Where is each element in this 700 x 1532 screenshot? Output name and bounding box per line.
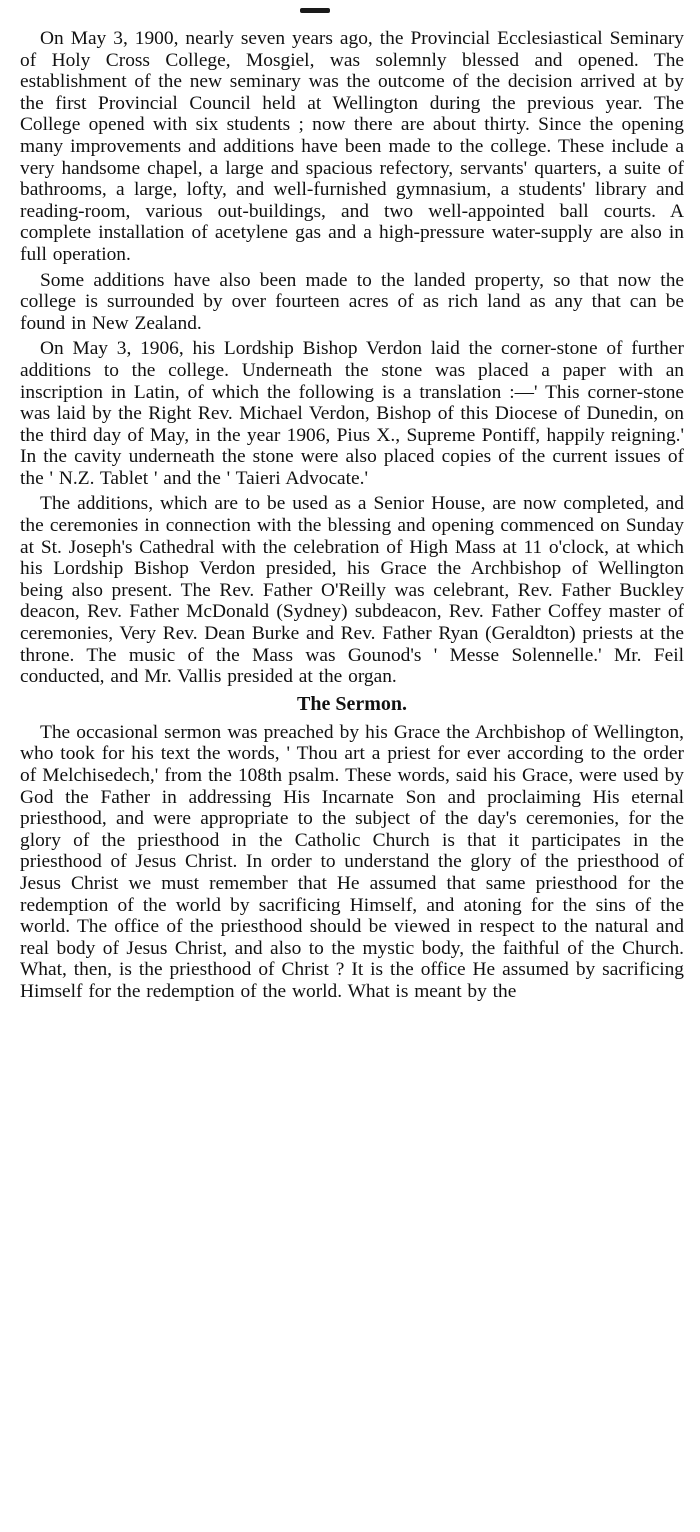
article-paragraph-3: On May 3, 1906, his Lordship Bishop Verdon laid the corner-stone of further additions to the college. Underneath the stone was placed a paper with an inscription in Latin, of which the following is a translation :—' This corner-stone was laid by the Right Rev. Michael Verdon, Bishop of this Diocese of Dunedin, on the third day of May, in the year 1906, Pius X., Supreme Pontiff, happily reigning.' In the cavity underneath the stone were also placed copies of the current issues of the ' N.Z. Tablet ' and the ' Taieri Advocate.'	[20, 338, 684, 489]
article-paragraph-1: On May 3, 1900, nearly seven years ago, the Provincial Ecclesiastical Seminary of Holy Cross College, Mosgiel, was solemnly blessed and opened. The establishment of the new seminary was the outcome of the decision arrived at by the first Provincial Council held at Wellington during the previous year. The College opened with six students ; now there are about thirty. Since the opening many improvements and additions have been made to the college. These include a very handsome chapel, a large and spacious refectory, servants' quarters, a suite of bathrooms, a large, lofty, and well-furnished gymnasium, a students' library and reading-room, various out-buildings, and two well-appointed ball courts. A complete installation of acetylene gas and a high-pressure water-supply are also in full operation.	[20, 28, 684, 265]
article-paragraph-4: The additions, which are to be used as a Senior House, are now completed, and the ceremonies in connection with the blessing and opening commenced on Sunday at St. Joseph's Cathedral with the celebration of High Mass at 11 o'clock, at which his Lordship Bishop Verdon presided, his Grace the Archbishop of Wellington being also present. The Rev. Father O'Reilly was celebrant, Rev. Father Buckley deacon, Rev. Father McDonald (Sydney) subdeacon, Rev. Father Coffey master of ceremonies, Very Rev. Dean Burke and Rev. Father Ryan (Geraldton) priests at the throne. The music of the Mass was Gounod's ' Messe Solennelle.' Mr. Feil conducted, and Mr. Vallis presided at the organ.	[20, 493, 684, 688]
column-top-rule	[300, 8, 330, 13]
article-paragraph-2: Some additions have also been made to the landed property, so that now the college is surrounded by over fourteen acres of as rich land as any that can be found in New Zealand.	[20, 269, 684, 334]
sermon-paragraph: The occasional sermon was preached by his Grace the Archbishop of Wellington, who took for his text the words, ' Thou art a priest for ever according to the order of Melchisedech,' from the 108th psalm. These words, said his Grace, were used by God the Father in addressing His Incarnate Son and proclaiming His eternal priesthood, and were appropriate to the subject of the day's ceremonies, for the glory of the priesthood in the Catholic Church is that it participates in the priesthood of Jesus Christ. In order to understand the glory of the priesthood of Jesus Christ we must remember that He assumed that same priesthood for the redemption of the world by sacrificing Himself, and atoning for the sins of the world. The office of the priesthood should be viewed in respect to the natural and real body of Jesus Christ, and also to the mystic body, the faithful of the Church. What, then, is the priesthood of Christ ? It is the office He assumed by sacrificing Himself for the redemption of the world. What is meant by the	[20, 721, 684, 1002]
section-heading-sermon: The Sermon.	[297, 692, 407, 715]
